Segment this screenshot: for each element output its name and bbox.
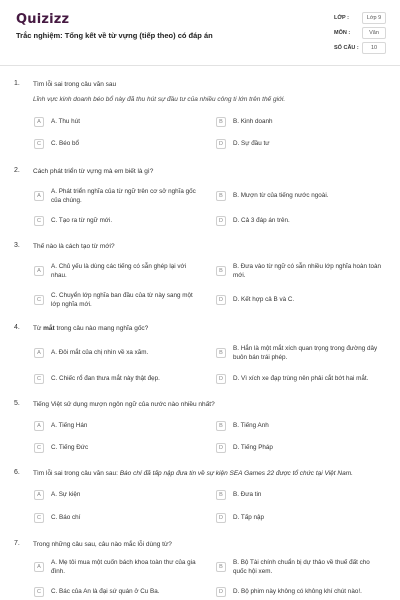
option-text: C. Béo bổ (51, 140, 80, 147)
option-letter: C (34, 374, 44, 384)
question-number: 1. (14, 80, 20, 87)
question-text (33, 324, 383, 333)
question-text: Thế nào là cách tạo từ mới? (33, 243, 115, 250)
option-letter: B (216, 562, 226, 572)
option-letter: C (34, 216, 44, 226)
question-number: 6. (14, 469, 20, 476)
question-text: Cách phát triển từ vựng mà em biết là gì? (33, 168, 154, 175)
quiz-meta (330, 11, 386, 56)
question-6 (0, 469, 400, 529)
option-text: C. Tạo ra từ ngữ mới. (51, 217, 113, 224)
option-letter: B (216, 191, 226, 201)
question-keyword: mắt (43, 325, 55, 332)
question-5 (0, 400, 400, 460)
option-letter: D (216, 443, 226, 453)
question-number: 7. (14, 540, 20, 547)
option-text: D. Cả 3 đáp án trên. (233, 217, 290, 224)
option-letter: A (34, 421, 44, 431)
option-letter: D (216, 374, 226, 384)
meta-subject (330, 26, 386, 41)
option-text: A. Phát triển nghĩa của từ ngữ trên cơ sở nghĩa gốc của chúng. (51, 188, 196, 204)
page-header (0, 0, 400, 66)
option-letter: A (34, 348, 44, 358)
question-number: 2. (14, 167, 20, 174)
option-letter: D (216, 216, 226, 226)
option-text: A. Thu hút (51, 118, 80, 125)
option-text: D. Bộ phim này không có không khí chút nào!. (233, 588, 362, 595)
option-letter: D (216, 139, 226, 149)
option-text: B. Hắn là một mắt xích quan trọng trong đường dây buôn bán trái phép. (233, 345, 378, 361)
option-letter: A (34, 266, 44, 276)
option-letter: B (216, 266, 226, 276)
option-letter: A (34, 490, 44, 500)
option-text: A. Sự kiện (51, 491, 81, 498)
option-text: C. Báo chí (51, 514, 81, 521)
option-text: A. Tiếng Hán (51, 422, 88, 429)
option-letter: C (34, 513, 44, 523)
option-text: B. Đưa vào từ ngữ có sẵn nhiều lớp nghĩa hoàn toàn mới. (233, 263, 382, 279)
option-letter: A (34, 191, 44, 201)
question-2 (0, 167, 400, 233)
question-text (33, 469, 383, 478)
option-letter: B (216, 117, 226, 127)
quizizz-logo[interactable]: Quizizz (16, 12, 70, 27)
option-letter: C (34, 443, 44, 453)
option-text: D. Tấp nập (233, 514, 265, 521)
option-text: A. Chủ yếu là dùng các tiếng có sẵn ghép lại với nhau. (51, 263, 187, 279)
option-letter: D (216, 295, 226, 305)
option-letter: D (216, 513, 226, 523)
option-text: C. Chiếc rổ đan thưa mắt này thật đẹp. (51, 375, 160, 382)
option-text: B. Mượn từ của tiếng nước ngoài. (233, 192, 329, 199)
option-text: A. Đôi mắt của chị nhìn về xa xăm. (51, 349, 149, 356)
option-letter: C (34, 587, 44, 597)
question-text: Trong những câu sau, câu nào mắc lỗi dùng từ? (33, 541, 172, 548)
question-3 (0, 242, 400, 322)
option-text: B. Tiếng Anh (233, 422, 269, 429)
quiz-title: Trắc nghiệm: Tổng kết về từ vựng (tiếp theo) có đáp án (16, 31, 213, 40)
option-text: C. Bác của An là đại sứ quán ở Cu Ba. (51, 588, 160, 595)
meta-count-value: 10 (362, 42, 386, 54)
option-letter: B (216, 421, 226, 431)
question-text-part: Từ (33, 325, 44, 332)
meta-subject-value: Văn (362, 27, 386, 39)
option-text: B. Kinh doanh (233, 118, 273, 125)
option-letter: A (34, 117, 44, 127)
option-letter: C (34, 295, 44, 305)
option-text: D. Sự đầu tư (233, 140, 270, 147)
option-text: B. Bộ Tài chính chuẩn bị dự thảo về thuế đất cho quốc hội xem. (233, 559, 370, 575)
option-letter: C (34, 139, 44, 149)
question-7 (0, 540, 400, 600)
question-number: 4. (14, 324, 20, 331)
question-text: Tìm lỗi sai trong câu văn sau (33, 81, 117, 88)
meta-count (330, 41, 386, 56)
meta-subject-label: MÔN : (334, 30, 351, 36)
meta-grade (330, 11, 386, 26)
meta-count-label: SỐ CÂU : (334, 45, 359, 51)
question-quote: Báo chí đã tấp nập đưa tin về sự kiện SEA Games 22 được tổ chức tại Việt Nam. (119, 470, 353, 477)
option-letter: B (216, 490, 226, 500)
option-text: C. Chuyển lớp nghĩa ban đầu của từ này sang một lớp nghĩa mới. (51, 292, 193, 308)
option-text: D. Kết hợp cả B và C. (233, 296, 295, 303)
meta-grade-value: Lớp 9 (362, 12, 386, 24)
question-1 (0, 80, 400, 160)
meta-grade-label: LỚP : (334, 15, 349, 21)
option-text: D. Vì xích xe đạp trùng nên phải cắt bớt hai mắt. (233, 375, 369, 382)
option-letter: D (216, 587, 226, 597)
option-text: D. Tiếng Pháp (233, 444, 273, 451)
option-text: A. Mẹ tôi mua một cuốn bách khoa toàn thư của gia đình. (51, 559, 196, 575)
question-number: 5. (14, 400, 20, 407)
question-text: Tiếng Việt sử dụng mượn ngôn ngữ của nước nào nhiều nhất? (33, 401, 215, 408)
question-text-part: trong câu nào mang nghĩa gốc? (54, 325, 149, 332)
question-quote: Lĩnh vực kinh doanh béo bổ này đã thu hút sự đầu tư của nhiều công ti lớn trên thế giới. (33, 96, 286, 103)
question-text-part: Tìm lỗi sai trong câu văn sau: (33, 470, 120, 477)
question-number: 3. (14, 242, 20, 249)
option-letter: A (34, 562, 44, 572)
option-text: B. Đưa tin (233, 491, 262, 498)
option-letter: B (216, 348, 226, 358)
option-text: C. Tiếng Đức (51, 444, 89, 451)
question-4 (0, 324, 400, 390)
